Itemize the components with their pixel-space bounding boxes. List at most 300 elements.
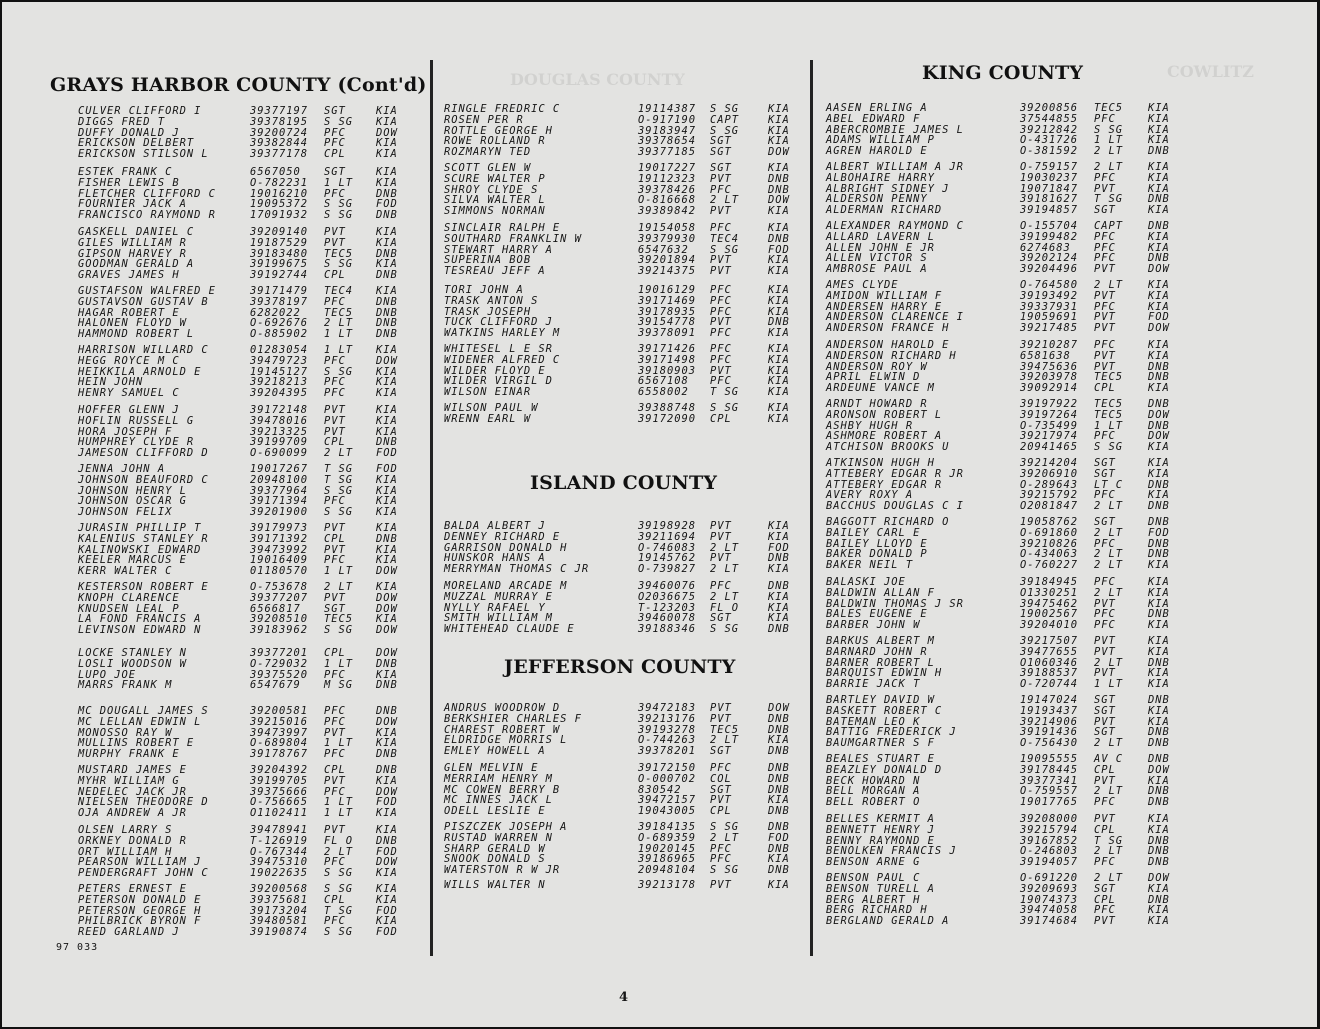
status: DNB (768, 783, 790, 796)
serial-number: 39472157 (638, 794, 697, 807)
casualty-name: BENOLKEN FRANCIS J (826, 845, 957, 858)
casualty-name: KALENIUS STANLEY R (78, 532, 209, 545)
status: KIA (1148, 204, 1170, 217)
rank: SGT (710, 162, 732, 174)
serial-number: 39378426 (638, 183, 697, 196)
casualty-name: TUCK CLIFFORD J (444, 316, 553, 329)
casualty-name: MONOSSO RAY W (78, 726, 173, 739)
serial-number: 39210287 (1020, 339, 1079, 351)
serial-number: 19022635 (250, 867, 309, 880)
casualty-name: ATTEBERY EDGAR R (826, 478, 943, 491)
status: DNB (1148, 398, 1170, 410)
serial-number: 39209693 (1020, 882, 1079, 895)
status: DNB (768, 552, 790, 565)
casualty-name: BARNARD JOHN R (826, 645, 928, 658)
status: DNB (1148, 785, 1170, 798)
serial-number: 39388748 (638, 402, 697, 414)
serial-number: 19030237 (1020, 171, 1079, 184)
casualty-row (56, 776, 426, 787)
casualty-name: BEAZLEY DONALD D (826, 763, 943, 776)
rank: PFC (710, 353, 732, 366)
casualty-name: ANDERSON ROY W (826, 360, 928, 373)
status: KIA (1148, 349, 1170, 362)
status: FOD (376, 463, 398, 475)
rank: PVT (324, 414, 346, 427)
serial-number: T-123203 (638, 601, 697, 614)
serial-number: O-689804 (250, 737, 309, 750)
status: DNB (376, 532, 398, 545)
serial-number: 6547679 (250, 679, 301, 692)
status: DNB (1148, 516, 1170, 528)
rank: T SG (1094, 193, 1124, 206)
serial-number: 39208510 (250, 613, 309, 626)
status: DNB (376, 317, 398, 330)
casualty-name: WATERSTON R W JR (444, 864, 561, 877)
entry-group (824, 577, 1194, 631)
serial-number: O-764580 (1020, 279, 1079, 291)
serial-number: 39377207 (250, 591, 309, 604)
casualty-name: ROTTLE GEORGE H (444, 124, 553, 137)
serial-number: 39193278 (638, 723, 697, 736)
rank: S SG (710, 864, 740, 877)
serial-number: O-431726 (1020, 134, 1079, 147)
rank: PFC (324, 715, 346, 728)
casualty-name: SIMMONS NORMAN (444, 205, 546, 218)
serial-number: 39184945 (1020, 576, 1079, 588)
status: DNB (376, 209, 398, 222)
casualty-name: BALES EUGENE E (826, 608, 928, 621)
entry-group (824, 873, 1194, 927)
rank: PFC (1094, 112, 1116, 125)
serial-number: 39172148 (250, 404, 309, 416)
rank: PFC (324, 705, 346, 717)
casualty-name: BELLES KERMIT A (826, 813, 935, 825)
casualty-row (824, 679, 1194, 690)
casualty-name: BAGGOTT RICHARD O (826, 516, 950, 528)
rank: FL O (324, 834, 354, 847)
casualty-name: WILDER FLOYD E (444, 364, 546, 377)
rank: CPL (710, 412, 732, 425)
serial-number: O-692676 (250, 317, 309, 330)
casualty-name: ANDERSON HAROLD E (826, 339, 950, 351)
rank: PFC (710, 284, 732, 296)
serial-number: 39213178 (638, 879, 697, 891)
rank: 2 LT (1094, 161, 1124, 173)
casualty-name: ORT WILLIAM H (78, 845, 173, 858)
status: KIA (1148, 667, 1170, 680)
serial-number: 39206910 (1020, 467, 1079, 480)
serial-number: 39181627 (1020, 193, 1079, 206)
serial-number: 19095555 (1020, 753, 1079, 765)
rank: SGT (324, 166, 346, 178)
entry-group (824, 695, 1194, 749)
casualty-name: PHILBRICK BYRON F (78, 915, 202, 928)
casualty-row (442, 355, 812, 366)
casualty-name: ANDERSON CLARENCE I (826, 311, 964, 324)
rank: 1 LT (324, 328, 354, 341)
status: DNB (768, 842, 790, 855)
casualty-name: MUSTARD JAMES E (78, 764, 187, 776)
casualty-name: FLETCHER CLIFFORD C (78, 187, 216, 200)
rank: PVT (710, 794, 732, 807)
casualty-name: SHROY CLYDE S (444, 183, 539, 196)
status: KIA (1148, 300, 1170, 313)
status: DOW (376, 354, 398, 367)
casualty-name: GIPSON HARVEY R (78, 247, 187, 260)
rank: PVT (1094, 635, 1116, 647)
casualty-name: ELDRIDGE MORRIS L (444, 734, 568, 747)
casualty-name: ASHMORE ROBERT A (826, 430, 943, 443)
serial-number: 39472183 (638, 702, 697, 714)
status: KIA (376, 236, 398, 249)
status: KIA (376, 414, 398, 427)
serial-number: 39218213 (250, 376, 309, 389)
casualty-name: MURPHY FRANK E (78, 748, 180, 761)
rank: PFC (1094, 252, 1116, 265)
status: DOW (768, 194, 790, 207)
casualty-name: BALDWIN ALLAN F (826, 586, 935, 599)
rank: SGT (1094, 882, 1116, 895)
rank: PVT (1094, 349, 1116, 362)
status: DOW (768, 146, 790, 159)
rank: S SG (324, 484, 354, 497)
rank: PFC (710, 853, 732, 866)
casualty-row (56, 593, 426, 604)
casualty-name: HARRISON WILLARD C (78, 344, 209, 356)
casualty-name: GUSTAFSON WALFRED E (78, 285, 216, 297)
status: KIA (768, 265, 790, 278)
casualty-name: KEELER MARCUS E (78, 554, 187, 567)
rank: TEC5 (1094, 408, 1124, 421)
status: KIA (768, 124, 790, 137)
rank: CPL (324, 148, 346, 161)
rank: SGT (710, 783, 732, 796)
rank: CPL (324, 436, 346, 449)
casualty-name: MULLINS ROBERT E (78, 737, 195, 750)
rank: TEC5 (324, 247, 354, 260)
entry-group (56, 765, 426, 819)
entry-group (56, 464, 426, 518)
status: DNB (1148, 796, 1170, 809)
serial-number: 19112323 (638, 172, 697, 185)
serial-number: 20941465 (1020, 441, 1079, 454)
casualty-row (442, 206, 812, 217)
rank: T SG (710, 386, 740, 399)
serial-number: 39214204 (1020, 457, 1079, 469)
serial-number: 39473992 (250, 543, 309, 556)
casualty-row (56, 117, 426, 128)
serial-number: 39171426 (638, 343, 697, 355)
rank: SGT (710, 135, 732, 148)
rank: SGT (1094, 694, 1116, 706)
casualty-name: AVERY ROXY A (826, 489, 914, 502)
serial-number: O-756665 (250, 796, 309, 809)
casualty-name: ANDERSON RICHARD H (826, 349, 957, 362)
rank: PFC (324, 668, 346, 681)
status: DNB (376, 834, 398, 847)
casualty-row (56, 178, 426, 189)
serial-number: 39171479 (250, 285, 309, 297)
casualty-name: ALLEN VICTOR S (826, 252, 928, 265)
casualty-row (56, 210, 426, 221)
casualty-row (56, 388, 426, 399)
footer-code: 97 033 (56, 942, 99, 953)
column-divider (430, 60, 433, 956)
entry-group (442, 521, 812, 575)
serial-number: O1102411 (250, 807, 309, 820)
rank: PFC (324, 187, 346, 200)
rank: 2 LT (1094, 548, 1124, 561)
status: DOW (376, 715, 398, 728)
rank: PVT (710, 552, 732, 565)
rank: S SG (324, 867, 354, 880)
casualty-name: ANDERSEN HARRY E (826, 300, 943, 313)
status: KIA (376, 285, 398, 297)
serial-number: O-691860 (1020, 526, 1079, 539)
entry-group (56, 582, 426, 636)
rank: PFC (324, 387, 346, 400)
status: FOD (376, 796, 398, 809)
serial-number: 39167852 (1020, 834, 1079, 847)
serial-number: 39213176 (638, 712, 697, 725)
status: DNB (1148, 360, 1170, 373)
rank: PVT (710, 702, 732, 714)
status: KIA (1148, 904, 1170, 917)
serial-number: 39475636 (1020, 360, 1079, 373)
serial-number: 39378091 (638, 327, 697, 340)
casualty-name: BECK HOWARD N (826, 774, 921, 787)
serial-number: 39178767 (250, 748, 309, 761)
casualty-name: BENNETT HENRY J (826, 823, 935, 836)
rank: PFC (324, 785, 346, 798)
rank: S SG (324, 115, 354, 128)
casualty-name: SUPERINA BOB (444, 254, 532, 267)
casualty-row (824, 410, 1194, 421)
status: DNB (376, 187, 398, 200)
casualty-name: HEGG ROYCE M C (78, 354, 180, 367)
serial-number: O-691220 (1020, 872, 1079, 884)
status: KIA (376, 824, 398, 836)
rank: TEC4 (710, 232, 740, 245)
casualty-name: BATEMAN LEO K (826, 715, 921, 728)
rank: PFC (710, 375, 732, 388)
casualty-name: NIELSEN THEODORE D (78, 796, 209, 809)
status: KIA (768, 530, 790, 543)
status: KIA (376, 376, 398, 389)
rank: 1 LT (1094, 134, 1124, 147)
serial-number: 39377341 (1020, 774, 1079, 787)
rank: PFC (710, 327, 732, 340)
casualty-name: TORI JOHN A (444, 284, 524, 296)
rank: 2 LT (324, 845, 354, 858)
serial-number: 6566817 (250, 602, 301, 615)
casualty-name: BELL ROBERT O (826, 796, 921, 809)
rank: S SG (710, 243, 740, 256)
casualty-name: STEWART HARRY A (444, 243, 553, 256)
serial-number: 19058762 (1020, 516, 1079, 528)
serial-number: 39171498 (638, 353, 697, 366)
casualty-name: BAILEY LLOYD E (826, 537, 928, 550)
serial-number: O-735499 (1020, 419, 1079, 432)
serial-number: 39178445 (1020, 763, 1079, 776)
casualty-name: RINGLE FREDRIC C (444, 103, 561, 115)
rank: PVT (324, 543, 346, 556)
casualty-name: ALBRIGHT SIDNEY J (826, 182, 950, 195)
casualty-name: BASKETT ROBERT C (826, 704, 943, 717)
casualty-name: WILSON EINAR (444, 386, 532, 399)
casualty-name: AASEN ERLING A (826, 102, 928, 114)
casualty-name: PISZCZEK JOSEPH A (444, 821, 568, 833)
rank: 2 LT (710, 831, 740, 844)
casualty-row (824, 291, 1194, 302)
serial-number: 39204395 (250, 387, 309, 400)
serial-number: 20948104 (638, 864, 697, 877)
casualty-name: ALDERSON PENNY (826, 193, 928, 206)
serial-number: O2081847 (1020, 500, 1079, 513)
serial-number: 39186965 (638, 853, 697, 866)
casualty-name: JOHNSON OSCAR G (78, 495, 187, 508)
casualty-name: BAKER DONALD P (826, 548, 928, 561)
serial-number: 20948100 (250, 473, 309, 486)
entry-group (442, 581, 812, 635)
entry-group (442, 703, 812, 757)
status: KIA (1148, 123, 1170, 136)
serial-number: O-739827 (638, 563, 697, 576)
rank: SGT (1094, 457, 1116, 469)
rank: 2 LT (1094, 872, 1124, 884)
status: KIA (1148, 813, 1170, 825)
rank: 1 LT (324, 176, 354, 189)
serial-number: 39379930 (638, 232, 697, 245)
casualty-name: BALDA ALBERT J (444, 520, 546, 532)
casualty-row (56, 717, 426, 728)
casualty-row (442, 833, 812, 844)
casualty-row (442, 296, 812, 307)
casualty-name: WILDER VIRGIL D (444, 375, 553, 388)
serial-number: 19193437 (1020, 704, 1079, 717)
status: KIA (768, 734, 790, 747)
serial-number: 39200568 (250, 883, 309, 895)
casualty-name: ATKINSON HUGH H (826, 457, 935, 469)
status: DOW (376, 591, 398, 604)
status: KIA (1148, 635, 1170, 647)
casualty-name: HAMMOND ROBERT L (78, 328, 195, 341)
casualty-name: BENSON TURELL A (826, 882, 935, 895)
casualty-row (442, 387, 812, 398)
serial-number: 39092914 (1020, 382, 1079, 395)
entry-group (56, 884, 426, 938)
rank: 2 LT (1094, 145, 1124, 158)
casualty-name: BENSON PAUL C (826, 872, 921, 884)
casualty-row (824, 442, 1194, 453)
status: KIA (1148, 704, 1170, 717)
serial-number: 39178935 (638, 305, 697, 318)
rank: PFC (324, 354, 346, 367)
serial-number: O-720744 (1020, 678, 1079, 691)
status: KIA (768, 135, 790, 148)
entry-group (56, 523, 426, 577)
rank: SGT (710, 612, 732, 625)
status: KIA (768, 879, 790, 891)
casualty-name: KESTERSON ROBERT E (78, 581, 209, 593)
status: DNB (376, 748, 398, 761)
casualty-name: WILSON PAUL W (444, 402, 539, 414)
serial-number: 830542 (638, 783, 682, 796)
rank: PVT (324, 404, 346, 416)
rank: CPL (1094, 382, 1116, 395)
rank: CPL (1094, 823, 1116, 836)
rank: PFC (1094, 230, 1116, 243)
rank: PVT (1094, 311, 1116, 324)
serial-number: 19017765 (1020, 796, 1079, 809)
rank: PVT (710, 205, 732, 218)
rank: SGT (324, 105, 346, 117)
casualty-name: MC COWEN BERRY B (444, 783, 561, 796)
casualty-name: ESTEK FRANK C (78, 166, 173, 178)
serial-number: 19016210 (250, 187, 309, 200)
casualty-name: BAKER NEIL T (826, 559, 914, 572)
status: KIA (376, 495, 398, 508)
rank: PVT (1094, 360, 1116, 373)
serial-number: O-816668 (638, 194, 697, 207)
casualty-name: KERR WALTER C (78, 565, 173, 578)
status: KIA (768, 222, 790, 234)
serial-number: 39204010 (1020, 619, 1079, 632)
rank: SGT (710, 146, 732, 159)
casualty-name: PETERSON GEORGE H (78, 904, 202, 917)
rank: PVT (710, 172, 732, 185)
casualty-name: GUSTAVSON GUSTAV B (78, 295, 209, 308)
casualty-name: WIDENER ALFRED C (444, 353, 561, 366)
status: KIA (376, 807, 398, 820)
rank: 2 LT (1094, 586, 1124, 599)
casualty-name: SHARP GERALD W (444, 842, 546, 855)
serial-number: 19016129 (638, 284, 697, 296)
rank: PVT (324, 824, 346, 836)
casualty-name: SNOOK DONALD S (444, 853, 546, 866)
status: KIA (1148, 339, 1170, 351)
casualty-row (824, 351, 1194, 362)
casualty-row (824, 205, 1194, 216)
casualty-name: GILES WILLIAM R (78, 236, 187, 249)
serial-number: 01283054 (250, 344, 309, 356)
status: FOD (376, 926, 398, 939)
casualty-name: JENNA JOHN A (78, 463, 166, 475)
casualty-name: ABEL EDWARD F (826, 112, 921, 125)
serial-number: 39201894 (638, 254, 697, 267)
rank: PFC (1094, 241, 1116, 254)
status: DNB (1148, 608, 1170, 621)
status: DNB (1148, 478, 1170, 491)
serial-number: O2036675 (638, 590, 697, 603)
serial-number: 39214375 (638, 265, 697, 278)
rank: PVT (1094, 182, 1116, 195)
status: KIA (768, 364, 790, 377)
rank: PVT (710, 712, 732, 725)
status: KIA (1148, 576, 1170, 588)
casualty-name: JOHNSON FELIX (78, 506, 173, 519)
casualty-row (56, 149, 426, 160)
serial-number: 39197264 (1020, 408, 1079, 421)
serial-number: 39213325 (250, 425, 309, 438)
casualty-row (56, 659, 426, 670)
casualty-name: ATCHISON BROOKS U (826, 441, 950, 454)
status: KIA (376, 668, 398, 681)
casualty-row (442, 624, 812, 635)
serial-number: 39199482 (1020, 230, 1079, 243)
serial-number: O-759557 (1020, 785, 1079, 798)
status: KIA (768, 601, 790, 614)
